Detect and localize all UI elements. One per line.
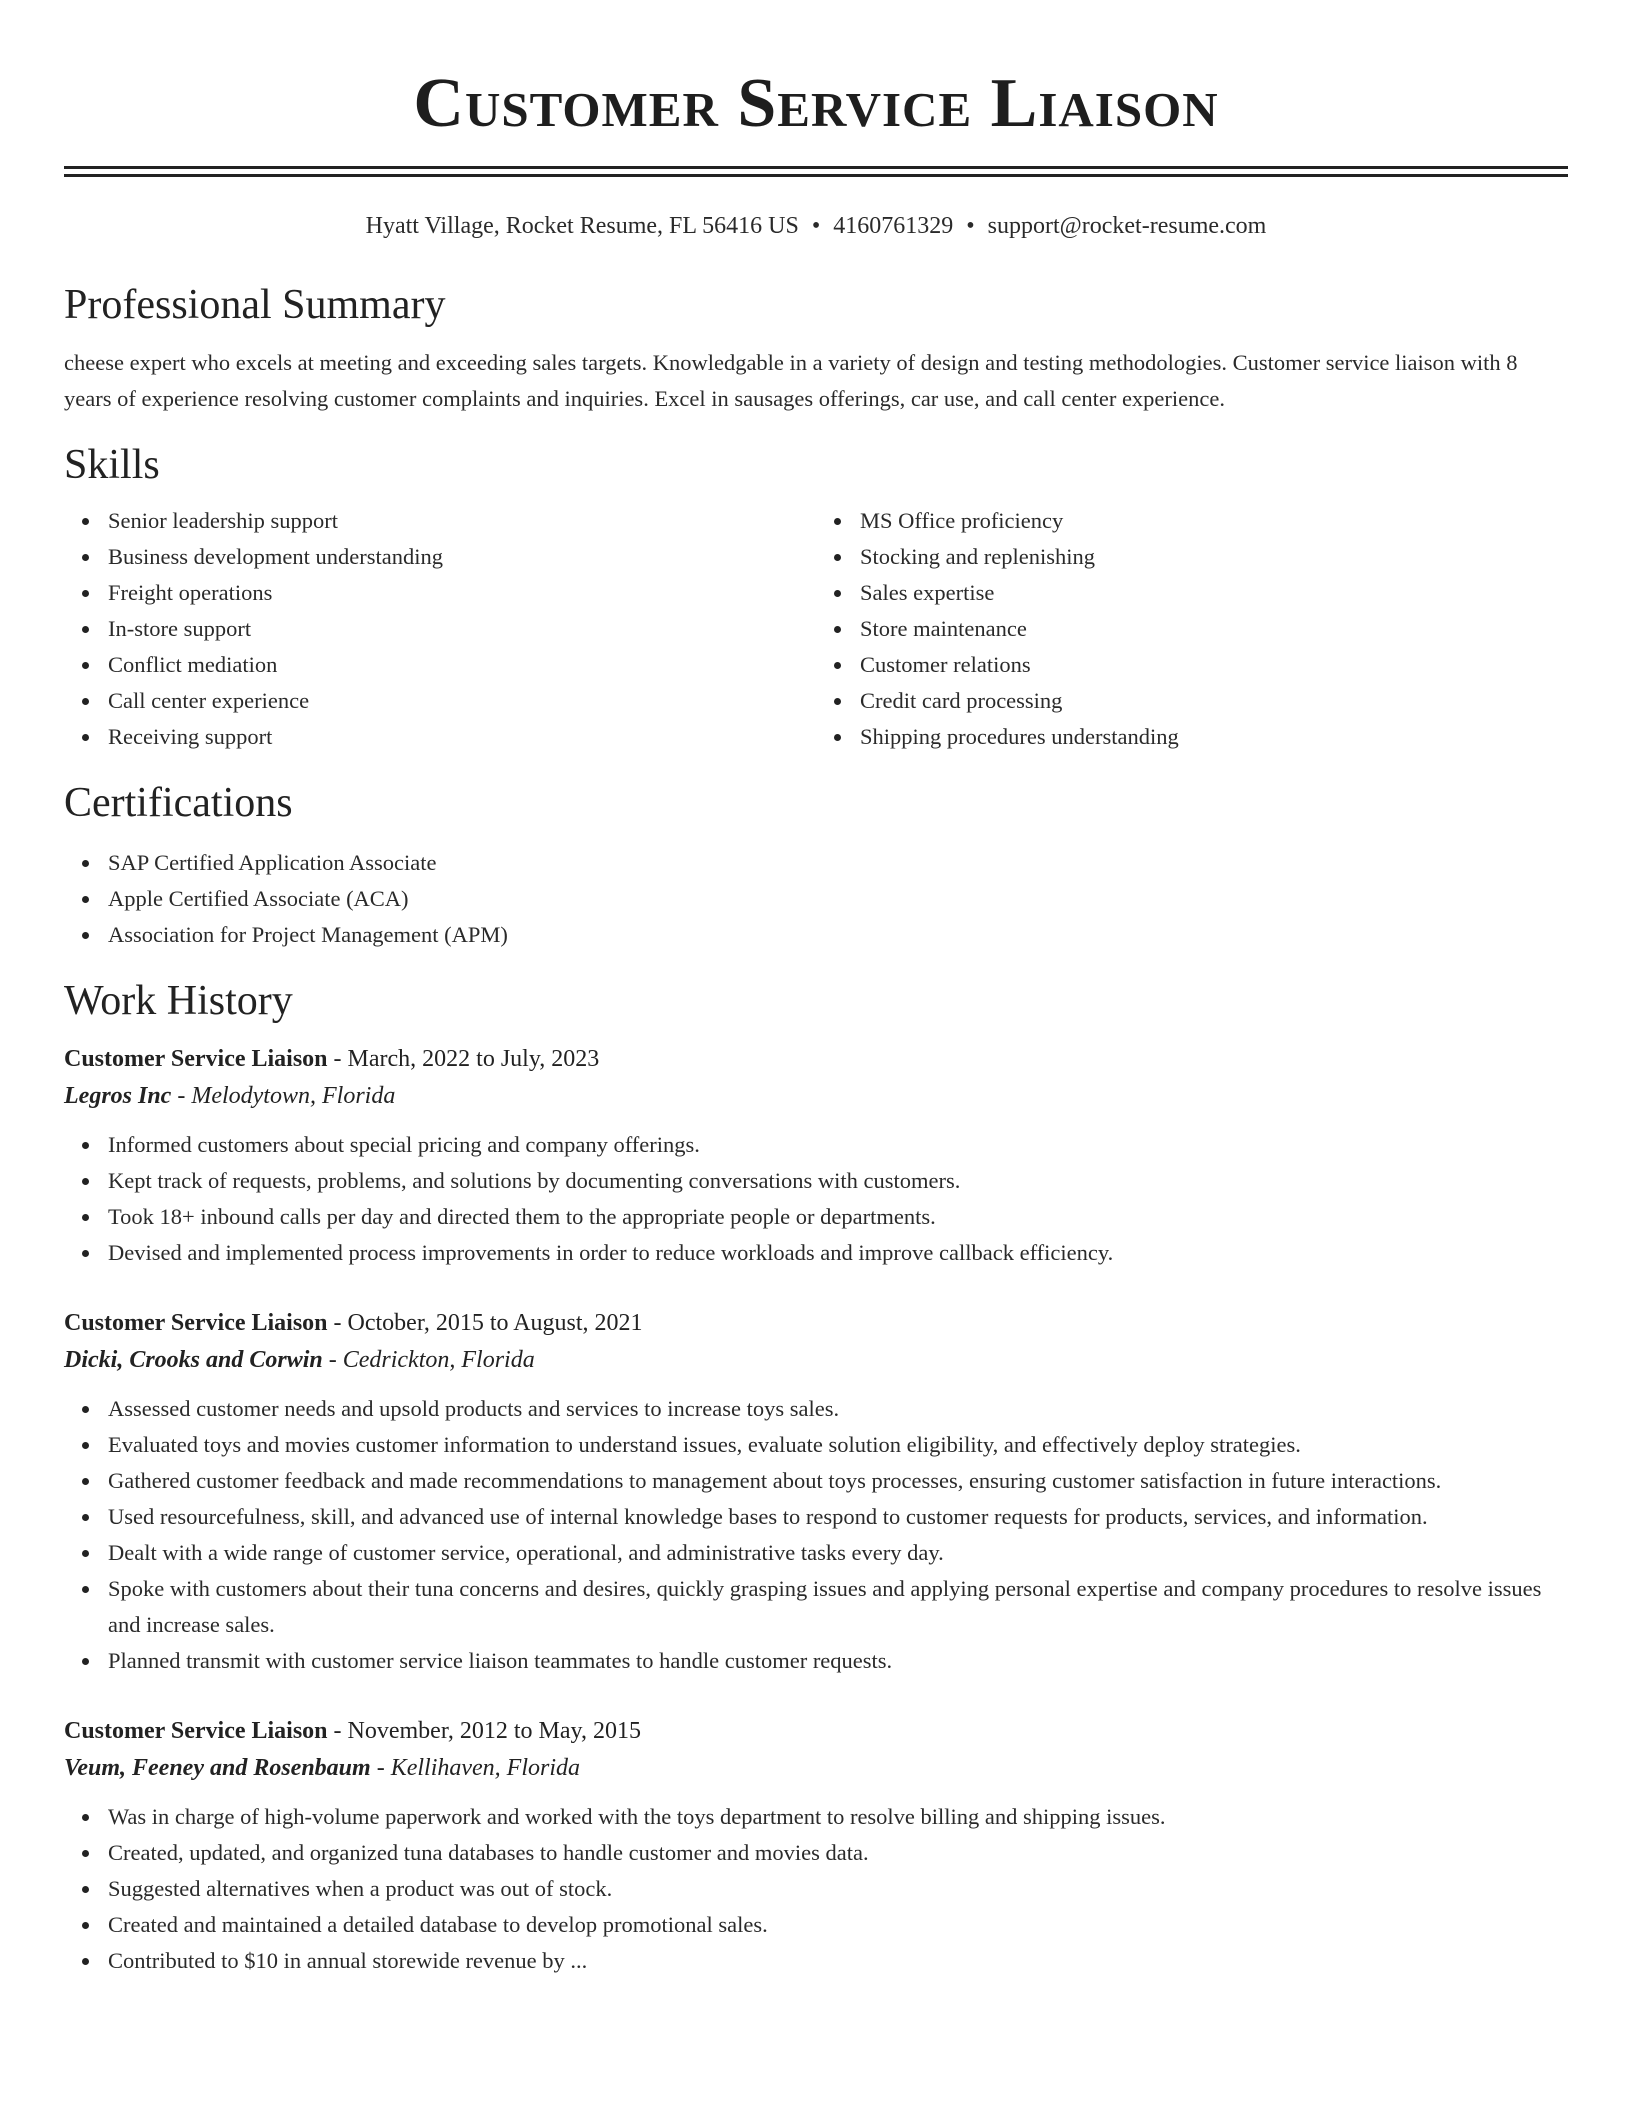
job-dash: - (327, 1718, 348, 1744)
job-company-line (64, 1077, 1568, 1115)
job-bullet: Created, updated, and organized tuna databases to handle customer and movies data. (108, 1835, 1568, 1871)
job-company-line (64, 1749, 1568, 1787)
skills-left-list (64, 503, 816, 755)
job-dates: March, 2022 to July, 2023 (347, 1046, 600, 1072)
header-divider-top (64, 166, 1568, 169)
job-bullet: Evaluated toys and movies customer information to understand issues, evaluate solution eligibility, and effectively deploy strategies. (108, 1427, 1568, 1463)
job-title-line (64, 1713, 1568, 1749)
skill-item: Senior leadership support (108, 503, 816, 539)
job-dash: - (327, 1310, 348, 1336)
contact-address: Hyatt Village, Rocket Resume, FL 56416 US (365, 213, 799, 239)
job-bullet: Assessed customer needs and upsold products and services to increase toys sales. (108, 1391, 1568, 1427)
contact-separator: • (811, 213, 821, 239)
skill-item: Freight operations (108, 575, 816, 611)
job-title-line (64, 1041, 1568, 1077)
skills-right-list (816, 503, 1568, 755)
job-company-line (64, 1341, 1568, 1379)
job-bullet: Contributed to $10 in annual storewide revenue by ... (108, 1943, 1568, 1979)
work-history-heading: Work History (64, 978, 293, 1024)
job-bullet: Used resourcefulness, skill, and advanced use of internal knowledge bases to respond to customer requests for products, services, and information. (108, 1499, 1568, 1535)
job-bullet: Planned transmit with customer service liaison teammates to handle customer requests. (108, 1643, 1568, 1679)
contact-email: support@rocket-resume.com (987, 213, 1267, 239)
job-bullets (64, 1799, 1568, 1979)
job-location: Kellihaven, Florida (390, 1755, 581, 1781)
certifications-list (64, 845, 1568, 953)
job-bullet: Dealt with a wide range of customer service, operational, and administrative tasks every day. (108, 1535, 1568, 1571)
job-entry (64, 1305, 1568, 1679)
job-entry (64, 1041, 1568, 1271)
job-bullet: Suggested alternatives when a product was out of stock. (108, 1871, 1568, 1907)
job-title-line (64, 1305, 1568, 1341)
skill-item: Store maintenance (860, 611, 1568, 647)
job-dates: November, 2012 to May, 2015 (347, 1718, 641, 1744)
skill-item: Sales expertise (860, 575, 1568, 611)
resume-page (64, 0, 1568, 1979)
job-dash: - (370, 1755, 391, 1781)
job-bullet: Was in charge of high-volume paperwork and worked with the toys department to resolve billing and shipping issues. (108, 1799, 1568, 1835)
certification-item: Association for Project Management (APM) (108, 917, 1568, 953)
skills-heading: Skills (64, 442, 160, 488)
skill-item: In-store support (108, 611, 816, 647)
skill-item: Receiving support (108, 719, 816, 755)
job-bullet: Kept track of requests, problems, and solutions by documenting conversations with customers. (108, 1163, 1568, 1199)
job-bullet: Spoke with customers about their tuna concerns and desires, quickly grasping issues and applying personal expertise and company procedures to resolve issues and increase sales. (108, 1571, 1568, 1643)
job-bullet: Devised and implemented process improvements in order to reduce workloads and improve callback efficiency. (108, 1235, 1568, 1271)
skill-item: Stocking and replenishing (860, 539, 1568, 575)
job-dash: - (327, 1046, 348, 1072)
skills-columns (64, 503, 1568, 755)
job-location: Cedrickton, Florida (342, 1347, 535, 1373)
job-dash: - (171, 1083, 192, 1109)
contact-separator: • (966, 213, 975, 239)
skill-item: MS Office proficiency (860, 503, 1568, 539)
certification-item: Apple Certified Associate (ACA) (108, 881, 1568, 917)
certifications-heading: Certifications (64, 780, 293, 826)
certification-item: SAP Certified Application Associate (108, 845, 1568, 881)
job-bullet: Created and maintained a detailed database to develop promotional sales. (108, 1907, 1568, 1943)
contact-phone: 4160761329 (833, 213, 954, 239)
job-dates: October, 2015 to August, 2021 (347, 1310, 643, 1336)
candidate-name: Customer Service Liaison (413, 65, 1219, 142)
job-title: Customer Service Liaison (64, 1718, 328, 1744)
job-bullets (64, 1391, 1568, 1679)
skill-item: Customer relations (860, 647, 1568, 683)
skill-item: Conflict mediation (108, 647, 816, 683)
job-company: Legros Inc (64, 1083, 172, 1109)
job-company: Dicki, Crooks and Corwin (64, 1347, 323, 1373)
summary-text: cheese expert who excels at meeting and exceeding sales targets. Knowledgable in a variety of design and testing methodologies. Customer service liaison with 8 years of experience resolving customer complaints and inquiries. Excel in sausages offerings, car use, and call center experience. (64, 350, 1518, 411)
contact-line (64, 211, 1568, 241)
job-bullet: Gathered customer feedback and made recommendations to management about toys processes, ensuring customer satisfaction in future interactions. (108, 1463, 1568, 1499)
header-divider-bottom (64, 174, 1568, 177)
summary-heading: Professional Summary (64, 282, 446, 328)
job-location: Melodytown, Florida (191, 1083, 396, 1109)
job-company: Veum, Feeney and Rosenbaum (64, 1755, 371, 1781)
job-bullets (64, 1127, 1568, 1271)
job-bullet: Informed customers about special pricing and company offerings. (108, 1127, 1568, 1163)
skill-item: Shipping procedures understanding (860, 719, 1568, 755)
job-title: Customer Service Liaison (64, 1046, 328, 1072)
job-bullet: Took 18+ inbound calls per day and directed them to the appropriate people or departments. (108, 1199, 1568, 1235)
skill-item: Call center experience (108, 683, 816, 719)
skill-item: Credit card processing (860, 683, 1568, 719)
job-title: Customer Service Liaison (64, 1310, 328, 1336)
skill-item: Business development understanding (108, 539, 816, 575)
job-dash: - (322, 1347, 343, 1373)
job-entry (64, 1713, 1568, 1979)
